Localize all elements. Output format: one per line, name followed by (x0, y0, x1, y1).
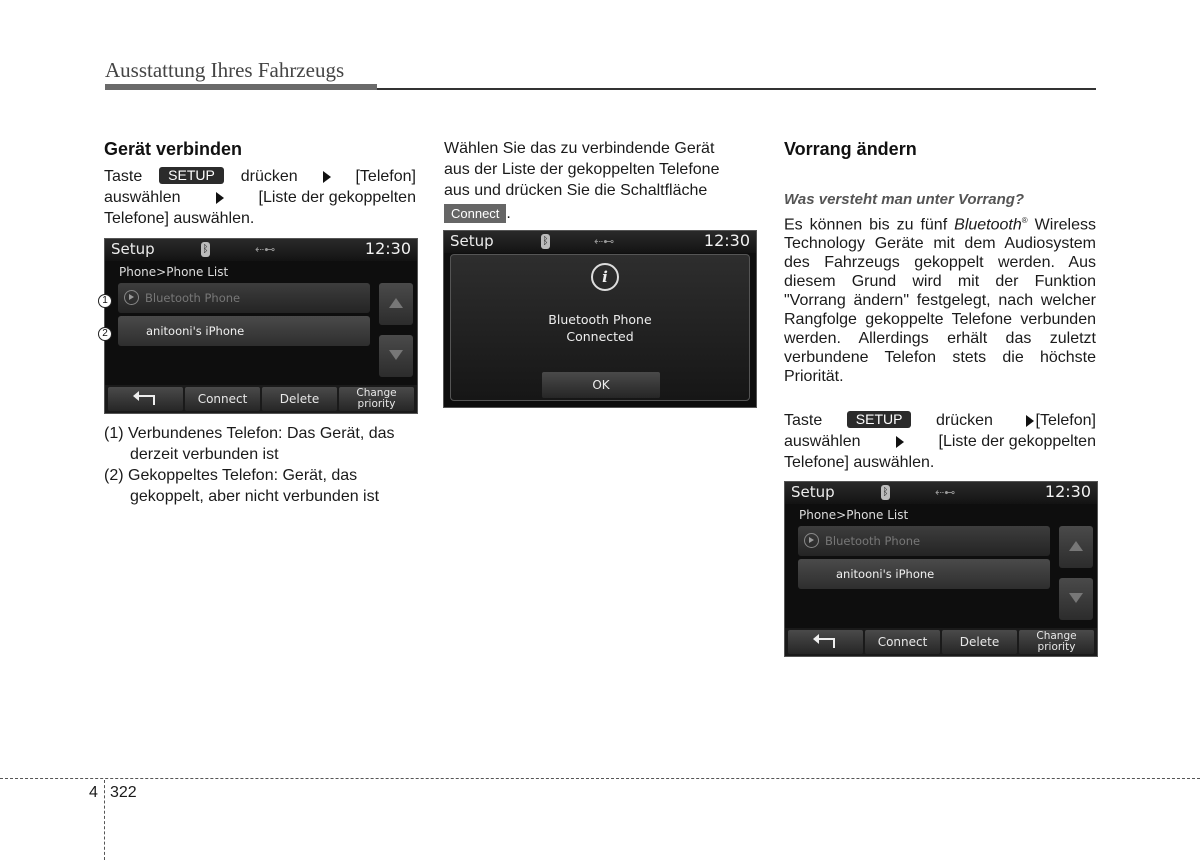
screen-title: Setup (791, 483, 835, 501)
arrow-right-icon (216, 192, 224, 204)
header-rule-thin (377, 88, 1096, 90)
scroll-down-button[interactable] (1059, 578, 1093, 620)
list-item-label: anitooni's iPhone (146, 324, 245, 338)
scroll-up-button[interactable] (379, 283, 413, 325)
word-taste: Taste (784, 412, 823, 429)
word-druecken: drücken (240, 168, 298, 185)
scroll-down-button[interactable] (379, 335, 413, 377)
subheading-vorrang: Was versteht man unter Vorrang? (784, 191, 1025, 208)
setup-key-badge: SETUP (159, 167, 224, 184)
header-rule-thick (105, 84, 377, 90)
connect-button[interactable]: Connect (865, 630, 940, 654)
screen-clock: 12:30 (703, 231, 750, 250)
legend-item-1-cont: derzeit verbunden ist (130, 446, 279, 463)
bluetooth-icon: ᛒ (542, 236, 549, 247)
col2-line-2: aus der Liste der gekoppelten Telefone (444, 161, 720, 178)
col3-body (784, 211, 1096, 386)
chapter-number: 4 (89, 784, 98, 801)
body-bluetooth: Bluetooth (954, 216, 1022, 234)
arrow-up-icon (389, 298, 403, 308)
screen-topbar (785, 482, 1097, 504)
word-druecken: drücken (936, 412, 993, 429)
word-auswaehlen: auswählen (104, 189, 181, 206)
priority-label: priority (1037, 641, 1076, 653)
screen-bottom-bar (105, 385, 417, 413)
legend-item-2: (2) Gekoppeltes Telefon: Gerät, das (104, 467, 358, 484)
period: . (506, 205, 511, 222)
screen-clock: 12:30 (1044, 482, 1091, 501)
screen-title: Setup (111, 240, 155, 258)
body-part-2: Wireless Technology Geräte mit dem Audiosystem des Fahrzeugs gekoppelt werden. Aus diesem Grund wird mit der Funktion "Vorrang ändern" festgelegt, nach welcher Rangfolge gekoppelte Telefone verbunden werden. Allerdings erhält das zuletzt verbundene Telefon stets die höchste Priorität. (784, 216, 1097, 386)
running-header-title: Ausstattung Ihres Fahrzeugs (105, 58, 345, 82)
legend-item-2-cont: gekoppelt, aber nicht verbunden ist (130, 488, 380, 505)
info-dialog (450, 254, 750, 401)
bluetooth-icon: ᛒ (882, 487, 889, 498)
dialog-message-line-2: Connected (566, 329, 634, 344)
legend (104, 423, 416, 507)
connect-key-badge: Connect (444, 204, 506, 223)
back-icon (137, 395, 155, 405)
back-button[interactable] (108, 387, 183, 411)
word-telefon: [Telefon] (355, 168, 416, 185)
word-telefon: [Telefon] (1035, 412, 1096, 429)
scroll-up-button[interactable] (1059, 526, 1093, 568)
list-item-label: Bluetooth Phone (825, 534, 921, 548)
change-label: Change (1036, 630, 1077, 642)
ok-button[interactable]: OK (542, 372, 660, 398)
arrow-right-icon (896, 436, 904, 448)
heading-geraet-verbinden: Gerät verbinden (104, 139, 243, 159)
phone-list-screen (104, 238, 418, 414)
delete-button[interactable]: Delete (942, 630, 1017, 654)
list-item-anitooni-iphone[interactable] (798, 559, 1050, 589)
delete-button[interactable]: Delete (262, 387, 337, 411)
breadcrumb: Phone>Phone List (119, 265, 229, 279)
screen-bottom-bar (785, 628, 1097, 656)
footer-dashed-rule (0, 778, 1200, 779)
screen-topbar (105, 239, 417, 261)
col2-line-1: Wählen Sie das zu verbindende Gerät (444, 140, 715, 157)
col2-instruction (444, 138, 756, 224)
setup-key-badge: SETUP (847, 411, 912, 428)
screen-topbar (444, 231, 756, 253)
screen-title: Setup (450, 232, 494, 250)
line-telefone-auswaehlen: Telefone] auswählen. (784, 454, 935, 471)
arrow-up-icon (1069, 541, 1083, 551)
callout-marker-2: 2 (98, 327, 112, 341)
usb-icon: ⇠⊷ (594, 236, 615, 248)
info-icon: i (591, 263, 619, 291)
line-telefone-auswaehlen: Telefone] auswählen. (104, 210, 255, 227)
back-button[interactable] (788, 630, 863, 654)
back-icon (817, 638, 835, 648)
breadcrumb: Phone>Phone List (799, 508, 909, 522)
list-item-label: Bluetooth Phone (145, 291, 241, 305)
legend-item-1: (1) Verbundenes Telefon: Das Gerät, das (104, 425, 395, 442)
word-taste: Taste (104, 168, 143, 185)
priority-label: priority (357, 398, 396, 410)
play-icon (804, 533, 819, 548)
usb-icon: ⇠⊷ (255, 244, 276, 256)
usb-icon: ⇠⊷ (935, 487, 956, 499)
play-icon (124, 290, 139, 305)
col1-instruction (104, 166, 416, 229)
word-liste: [Liste der gekoppelten (938, 433, 1096, 450)
change-priority-button[interactable] (339, 387, 414, 411)
col3-instruction (784, 410, 1096, 473)
bluetooth-icon: ᛒ (202, 244, 209, 255)
registered-mark: ® (1021, 216, 1028, 225)
arrow-right-icon (1026, 415, 1034, 427)
change-priority-button[interactable] (1019, 630, 1094, 654)
callout-marker-1: 1 (98, 294, 112, 308)
connected-dialog-screen (443, 230, 757, 408)
arrow-right-icon (323, 171, 331, 183)
dialog-message (451, 311, 749, 345)
arrow-down-icon (389, 350, 403, 360)
footer-vertical-rule (104, 780, 105, 860)
list-item-bluetooth-phone[interactable] (798, 526, 1050, 556)
list-item-anitooni-iphone[interactable] (118, 316, 370, 346)
col2-line-3: aus und drücken Sie die Schaltfläche (444, 182, 708, 199)
body-part-1: Es können bis zu fünf (784, 216, 948, 234)
heading-vorrang-aendern: Vorrang ändern (784, 139, 917, 159)
word-liste: [Liste der gekoppelten (258, 189, 416, 206)
screen-clock: 12:30 (364, 239, 411, 258)
arrow-down-icon (1069, 593, 1083, 603)
phone-list-screen-priority (784, 481, 1098, 657)
connect-button[interactable]: Connect (185, 387, 260, 411)
dialog-message-line-1: Bluetooth Phone (548, 312, 652, 327)
list-item-label: anitooni's iPhone (836, 567, 935, 581)
word-auswaehlen: auswählen (784, 433, 861, 450)
list-item-bluetooth-phone[interactable] (118, 283, 370, 313)
change-label: Change (356, 387, 397, 399)
page-number: 322 (110, 784, 137, 801)
